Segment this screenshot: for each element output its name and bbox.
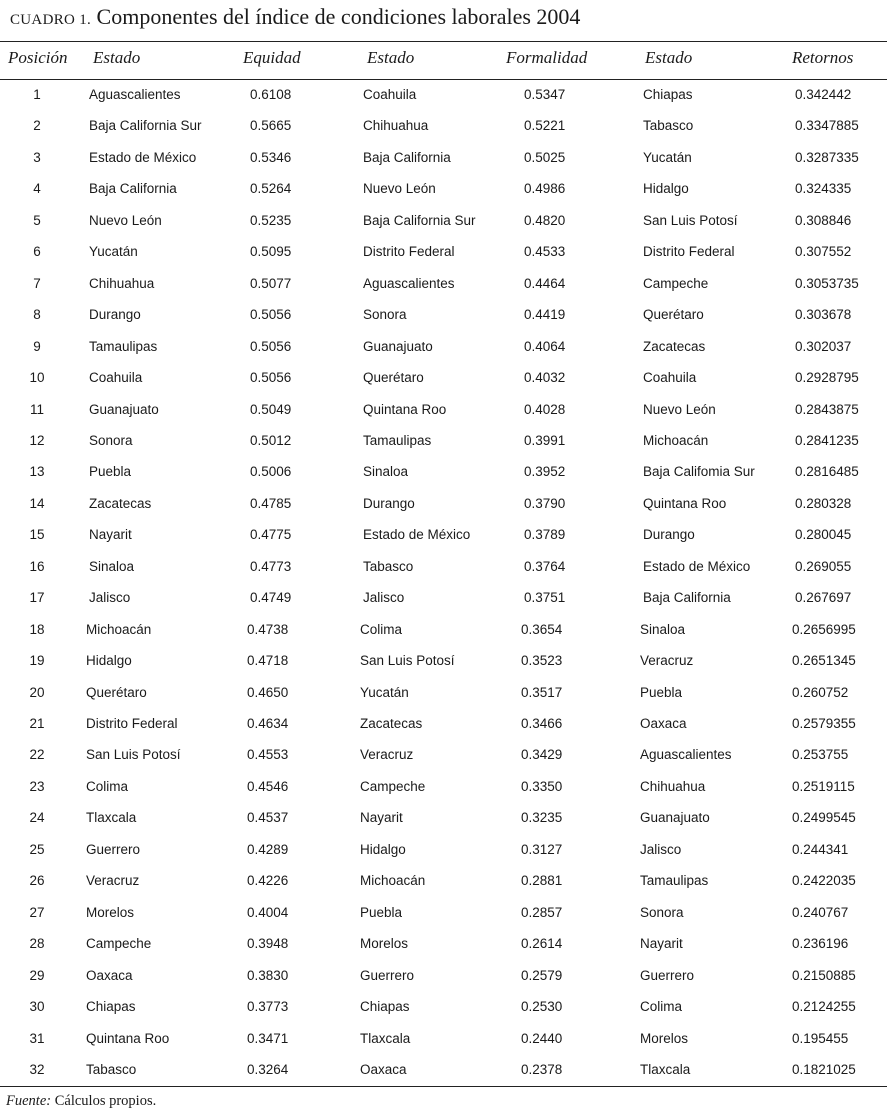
equidad-value-cell: 0.3471 [247,1030,289,1046]
position-cell: 14 [29,495,45,511]
estado-equidad-cell: Yucatán [89,244,138,260]
estado-retornos-cell: Distrito Federal [643,244,735,260]
estado-equidad-cell: Campeche [86,936,152,952]
equidad-value-cell: 0.5056 [250,370,292,386]
position-cell: 25 [29,841,45,857]
equidad-value-cell: 0.5012 [250,432,292,448]
estado-equidad-cell: Sinaloa [89,558,135,574]
formalidad-value-cell: 0.4464 [524,275,566,291]
estado-formalidad-cell: Sinaloa [363,464,409,480]
equidad-value-cell: 0.4749 [250,590,292,606]
estado-formalidad-cell: San Luis Potosí [360,653,455,669]
formalidad-value-cell: 0.2440 [521,1030,563,1046]
bottom-rule [0,1086,887,1087]
retornos-value-cell: 0.280045 [795,527,852,543]
table-row [0,213,887,244]
position-cell: 26 [29,873,45,889]
position-cell: 7 [33,275,41,291]
position-cell: 29 [29,967,45,983]
table-row [0,999,887,1030]
retornos-value-cell: 0.2519115 [792,778,855,794]
table-row [0,307,887,338]
table-row [0,873,887,904]
retornos-value-cell: 0.2579355 [792,716,856,731]
estado-formalidad-cell: Guerrero [360,967,415,983]
table-row [0,181,887,212]
retornos-value-cell: 0.302037 [795,338,852,354]
estado-retornos-cell: Durango [643,527,695,543]
formalidad-value-cell: 0.3789 [524,527,566,543]
position-cell: 16 [29,558,45,574]
position-cell: 4 [33,181,41,197]
estado-retornos-cell: Tlaxcala [640,1061,691,1077]
formalidad-value-cell: 0.2881 [521,873,563,889]
position-cell: 27 [29,904,45,920]
estado-formalidad-cell: Coahuila [363,87,417,102]
position-cell: 18 [29,621,45,637]
retornos-value-cell: 0.2928795 [795,370,859,386]
estado-formalidad-cell: Zacatecas [360,716,423,731]
formalidad-value-cell: 0.3991 [524,432,566,448]
estado-retornos-cell: Coahuila [643,370,697,386]
estado-formalidad-cell: Aguascalientes [363,275,455,291]
estado-formalidad-cell: Veracruz [360,747,414,763]
table-row [0,339,887,370]
equidad-value-cell: 0.4553 [247,747,289,763]
estado-retornos-cell: Colima [640,999,683,1015]
retornos-value-cell: 0.308846 [795,212,852,228]
header-rule [0,79,887,80]
estado-retornos-cell: Chihuahua [640,778,706,794]
retornos-value-cell: 0.2841235 [795,432,859,448]
estado-equidad-cell: Tamaulipas [89,338,158,354]
header-estado-3: Estado [645,48,693,67]
estado-retornos-cell: Tamaulipas [640,873,709,889]
formalidad-value-cell: 0.2579 [521,967,563,983]
retornos-value-cell: 0.2150885 [792,967,856,983]
estado-equidad-cell: Tlaxcala [86,810,137,826]
estado-retornos-cell: Sonora [640,904,684,920]
estado-retornos-cell: Veracruz [640,653,694,669]
table-row [0,370,887,401]
formalidad-value-cell: 0.2378 [521,1061,563,1077]
table-row [0,685,887,716]
estado-retornos-cell: Nayarit [640,936,683,952]
estado-equidad-cell: Michoacán [86,621,152,637]
equidad-value-cell: 0.4289 [247,841,289,857]
footer-text: Cálculos propios. [51,1093,157,1109]
formalidad-value-cell: 0.3235 [521,810,563,826]
estado-formalidad-cell: Baja California [363,149,451,165]
equidad-value-cell: 0.4004 [247,904,289,920]
estado-equidad-cell: Guerrero [86,841,141,857]
estado-formalidad-cell: Guanajuato [363,338,433,354]
top-rule [0,41,887,42]
equidad-value-cell: 0.5006 [250,464,292,480]
table-row [0,496,887,527]
retornos-value-cell: 0.269055 [795,558,852,574]
equidad-value-cell: 0.4738 [247,621,289,637]
equidad-value-cell: 0.4650 [247,684,289,700]
estado-equidad-cell: Chiapas [86,999,136,1015]
retornos-value-cell: 0.260752 [792,684,849,700]
retornos-value-cell: 0.303678 [795,307,852,323]
retornos-value-cell: 0.1821025 [792,1061,856,1077]
estado-equidad-cell: Tabasco [86,1061,137,1077]
table-row [0,1031,887,1062]
equidad-value-cell: 0.4537 [247,810,289,826]
estado-retornos-cell: Puebla [640,684,683,700]
header-equidad: Equidad [243,48,301,67]
retornos-value-cell: 0.244341 [792,841,849,857]
formalidad-value-cell: 0.3654 [521,621,563,637]
table-row [0,559,887,590]
table-row [0,747,887,778]
formalidad-value-cell: 0.2614 [521,936,563,952]
formalidad-value-cell: 0.3790 [524,495,566,511]
table-row [0,653,887,684]
estado-retornos-cell: Zacatecas [643,338,706,354]
equidad-value-cell: 0.5056 [250,338,292,354]
estado-equidad-cell: Baja California Sur [89,118,202,134]
equidad-value-cell: 0.4775 [250,527,292,543]
table-row [0,779,887,810]
retornos-value-cell: 0.2499545 [792,810,856,826]
position-cell: 19 [29,653,45,669]
estado-equidad-cell: Guanajuato [89,401,159,417]
formalidad-value-cell: 0.5347 [524,87,566,102]
estado-formalidad-cell: Querétaro [363,370,424,386]
equidad-value-cell: 0.4226 [247,873,289,889]
equidad-value-cell: 0.3773 [247,999,289,1015]
position-cell: 22 [29,747,45,763]
table-row [0,905,887,936]
retornos-value-cell: 0.240767 [792,904,849,920]
estado-retornos-cell: Sinaloa [640,621,686,637]
estado-equidad-cell: Jalisco [89,590,131,606]
estado-formalidad-cell: Puebla [360,904,403,920]
position-cell: 11 [29,401,44,417]
estado-formalidad-cell: Tabasco [363,558,414,574]
estado-equidad-cell: Zacatecas [89,495,152,511]
estado-retornos-cell: Oaxaca [640,716,687,731]
estado-retornos-cell: Michoacán [643,432,709,448]
estado-retornos-cell: Morelos [640,1030,689,1046]
estado-equidad-cell: Hidalgo [86,653,132,669]
equidad-value-cell: 0.6108 [250,87,292,102]
formalidad-value-cell: 0.4820 [524,212,566,228]
retornos-value-cell: 0.3053735 [795,275,859,291]
equidad-value-cell: 0.4785 [250,495,292,511]
estado-formalidad-cell: Quintana Roo [363,401,447,417]
equidad-value-cell: 0.4718 [247,653,289,669]
formalidad-value-cell: 0.4419 [524,307,566,323]
position-cell: 9 [33,338,41,354]
estado-retornos-cell: Chiapas [643,87,693,102]
estado-formalidad-cell: Morelos [360,936,409,952]
table-row [0,150,887,181]
header-estado-1: Estado [93,48,141,67]
equidad-value-cell: 0.4773 [250,558,292,574]
estado-retornos-cell: Guanajuato [640,810,710,826]
formalidad-value-cell: 0.5221 [524,118,566,134]
position-cell: 10 [29,370,45,386]
estado-equidad-cell: Querétaro [86,684,147,700]
retornos-value-cell: 0.2422035 [792,873,856,889]
retornos-value-cell: 0.253755 [792,747,849,763]
table-row [0,842,887,873]
formalidad-value-cell: 0.4064 [524,338,566,354]
position-cell: 23 [29,778,45,794]
position-cell: 8 [33,307,41,323]
estado-retornos-cell: San Luis Potosí [643,212,738,228]
equidad-value-cell: 0.4546 [247,778,289,794]
estado-formalidad-cell: Baja California Sur [363,212,476,228]
equidad-value-cell: 0.5056 [250,307,292,323]
table-title [10,4,580,30]
estado-equidad-cell: Baja California [89,181,177,197]
estado-retornos-cell: Nuevo León [643,401,716,417]
header-estado-2: Estado [367,48,415,67]
retornos-value-cell: 0.2651345 [792,653,856,669]
estado-equidad-cell: Morelos [86,904,135,920]
estado-equidad-cell: San Luis Potosí [86,747,181,763]
estado-equidad-cell: Sonora [89,432,133,448]
table-row [0,968,887,999]
table-row [0,527,887,558]
estado-formalidad-cell: Estado de México [363,527,471,543]
estado-equidad-cell: Oaxaca [86,967,133,983]
estado-equidad-cell: Puebla [89,464,132,480]
position-cell: 17 [29,590,45,606]
equidad-value-cell: 0.5077 [250,275,292,291]
retornos-value-cell: 0.2843875 [795,401,859,417]
position-cell: 15 [29,527,45,543]
estado-formalidad-cell: Chihuahua [363,118,429,134]
retornos-value-cell: 0.2816485 [795,464,859,480]
position-cell: 3 [33,149,41,165]
table-number: CUADRO 1. [10,12,92,28]
estado-retornos-cell: Querétaro [643,307,704,323]
estado-retornos-cell: Campeche [643,275,709,291]
footer-label: Fuente: [6,1093,52,1109]
header-posicion: Posición [8,48,68,67]
equidad-value-cell: 0.5665 [250,118,292,134]
table-row [0,402,887,433]
position-cell: 21 [29,716,45,731]
estado-formalidad-cell: Jalisco [363,590,405,606]
formalidad-value-cell: 0.3429 [521,747,563,763]
position-cell: 12 [29,432,45,448]
estado-equidad-cell: Nuevo León [89,212,162,228]
table-row [0,1062,887,1093]
estado-equidad-cell: Durango [89,307,141,323]
position-cell: 24 [29,810,45,826]
estado-retornos-cell: Hidalgo [643,181,689,197]
equidad-value-cell: 0.5235 [250,212,292,228]
formalidad-value-cell: 0.4028 [524,401,566,417]
position-cell: 31 [29,1030,45,1046]
estado-equidad-cell: Estado de México [89,149,197,165]
retornos-value-cell: 0.3287335 [795,149,859,165]
estado-formalidad-cell: Oaxaca [360,1061,407,1077]
position-cell: 13 [29,464,45,480]
formalidad-value-cell: 0.4032 [524,370,566,386]
position-cell: 1 [33,87,41,102]
estado-equidad-cell: Quintana Roo [86,1030,170,1046]
estado-equidad-cell: Aguascalientes [89,87,181,102]
position-cell: 32 [29,1061,45,1077]
equidad-value-cell: 0.5049 [250,401,292,417]
estado-retornos-cell: Estado de México [643,558,751,574]
estado-formalidad-cell: Chiapas [360,999,410,1015]
estado-equidad-cell: Distrito Federal [86,716,178,731]
estado-equidad-cell: Veracruz [86,873,140,889]
equidad-value-cell: 0.3948 [247,936,289,952]
estado-equidad-cell: Coahuila [89,370,143,386]
estado-retornos-cell: Guerrero [640,967,695,983]
formalidad-value-cell: 0.2857 [521,904,563,920]
estado-retornos-cell: Baja Califomia Sur [643,464,755,480]
estado-formalidad-cell: Hidalgo [360,841,406,857]
retornos-value-cell: 0.2124255 [792,999,856,1015]
table-row [0,716,887,747]
estado-formalidad-cell: Campeche [360,778,426,794]
equidad-value-cell: 0.5095 [250,244,292,260]
equidad-value-cell: 0.3830 [247,967,289,983]
position-cell: 2 [33,118,41,134]
formalidad-value-cell: 0.3751 [524,590,566,606]
equidad-value-cell: 0.5264 [250,181,292,197]
table-row [0,622,887,653]
retornos-value-cell: 0.342442 [795,87,852,102]
formalidad-value-cell: 0.3127 [521,841,563,857]
equidad-value-cell: 0.4634 [247,716,289,731]
position-cell: 6 [33,244,41,260]
estado-formalidad-cell: Colima [360,621,403,637]
position-cell: 30 [29,999,45,1015]
table-row [0,464,887,495]
table-row [0,244,887,275]
equidad-value-cell: 0.3264 [247,1061,289,1077]
retornos-value-cell: 0.236196 [792,936,849,952]
estado-equidad-cell: Nayarit [89,527,132,543]
table-row [0,118,887,149]
table-row [0,810,887,841]
estado-retornos-cell: Yucatán [643,149,692,165]
formalidad-value-cell: 0.3466 [521,716,563,731]
equidad-value-cell: 0.5346 [250,149,292,165]
table-caption: Componentes del índice de condiciones laborales 2004 [91,4,581,29]
retornos-value-cell: 0.280328 [795,495,852,511]
retornos-value-cell: 0.195455 [792,1030,849,1046]
estado-formalidad-cell: Nayarit [360,810,403,826]
estado-formalidad-cell: Sonora [363,307,407,323]
estado-equidad-cell: Chihuahua [89,275,155,291]
estado-retornos-cell: Jalisco [640,841,682,857]
estado-formalidad-cell: Distrito Federal [363,244,455,260]
estado-retornos-cell: Quintana Roo [643,495,727,511]
estado-formalidad-cell: Tlaxcala [360,1030,411,1046]
estado-formalidad-cell: Tamaulipas [363,432,432,448]
estado-formalidad-cell: Yucatán [360,684,409,700]
formalidad-value-cell: 0.3517 [521,684,563,700]
retornos-value-cell: 0.324335 [795,181,852,197]
position-cell: 20 [29,684,45,700]
table-row [0,936,887,967]
formalidad-value-cell: 0.4533 [524,244,566,260]
retornos-value-cell: 0.307552 [795,244,852,260]
estado-equidad-cell: Colima [86,778,129,794]
formalidad-value-cell: 0.5025 [524,149,566,165]
formalidad-value-cell: 0.3523 [521,653,563,669]
formalidad-value-cell: 0.3350 [521,778,563,794]
estado-retornos-cell: Aguascalientes [640,747,732,763]
table-row [0,87,887,118]
estado-retornos-cell: Baja California [643,590,731,606]
table-footer [6,1093,156,1110]
formalidad-value-cell: 0.3764 [524,558,566,574]
formalidad-value-cell: 0.4986 [524,181,566,197]
header-formalidad: Formalidad [506,48,588,67]
table-row [0,590,887,621]
estado-formalidad-cell: Durango [363,495,415,511]
table-row [0,276,887,307]
position-cell: 28 [29,936,45,952]
table-row [0,433,887,464]
estado-formalidad-cell: Nuevo León [363,181,436,197]
position-cell: 5 [33,212,41,228]
formalidad-value-cell: 0.2530 [521,999,563,1015]
header-retornos: Retornos [792,48,854,67]
estado-formalidad-cell: Michoacán [360,873,426,889]
estado-retornos-cell: Tabasco [643,118,694,134]
retornos-value-cell: 0.2656995 [792,621,856,637]
retornos-value-cell: 0.267697 [795,590,852,606]
retornos-value-cell: 0.3347885 [795,118,859,134]
formalidad-value-cell: 0.3952 [524,464,566,480]
